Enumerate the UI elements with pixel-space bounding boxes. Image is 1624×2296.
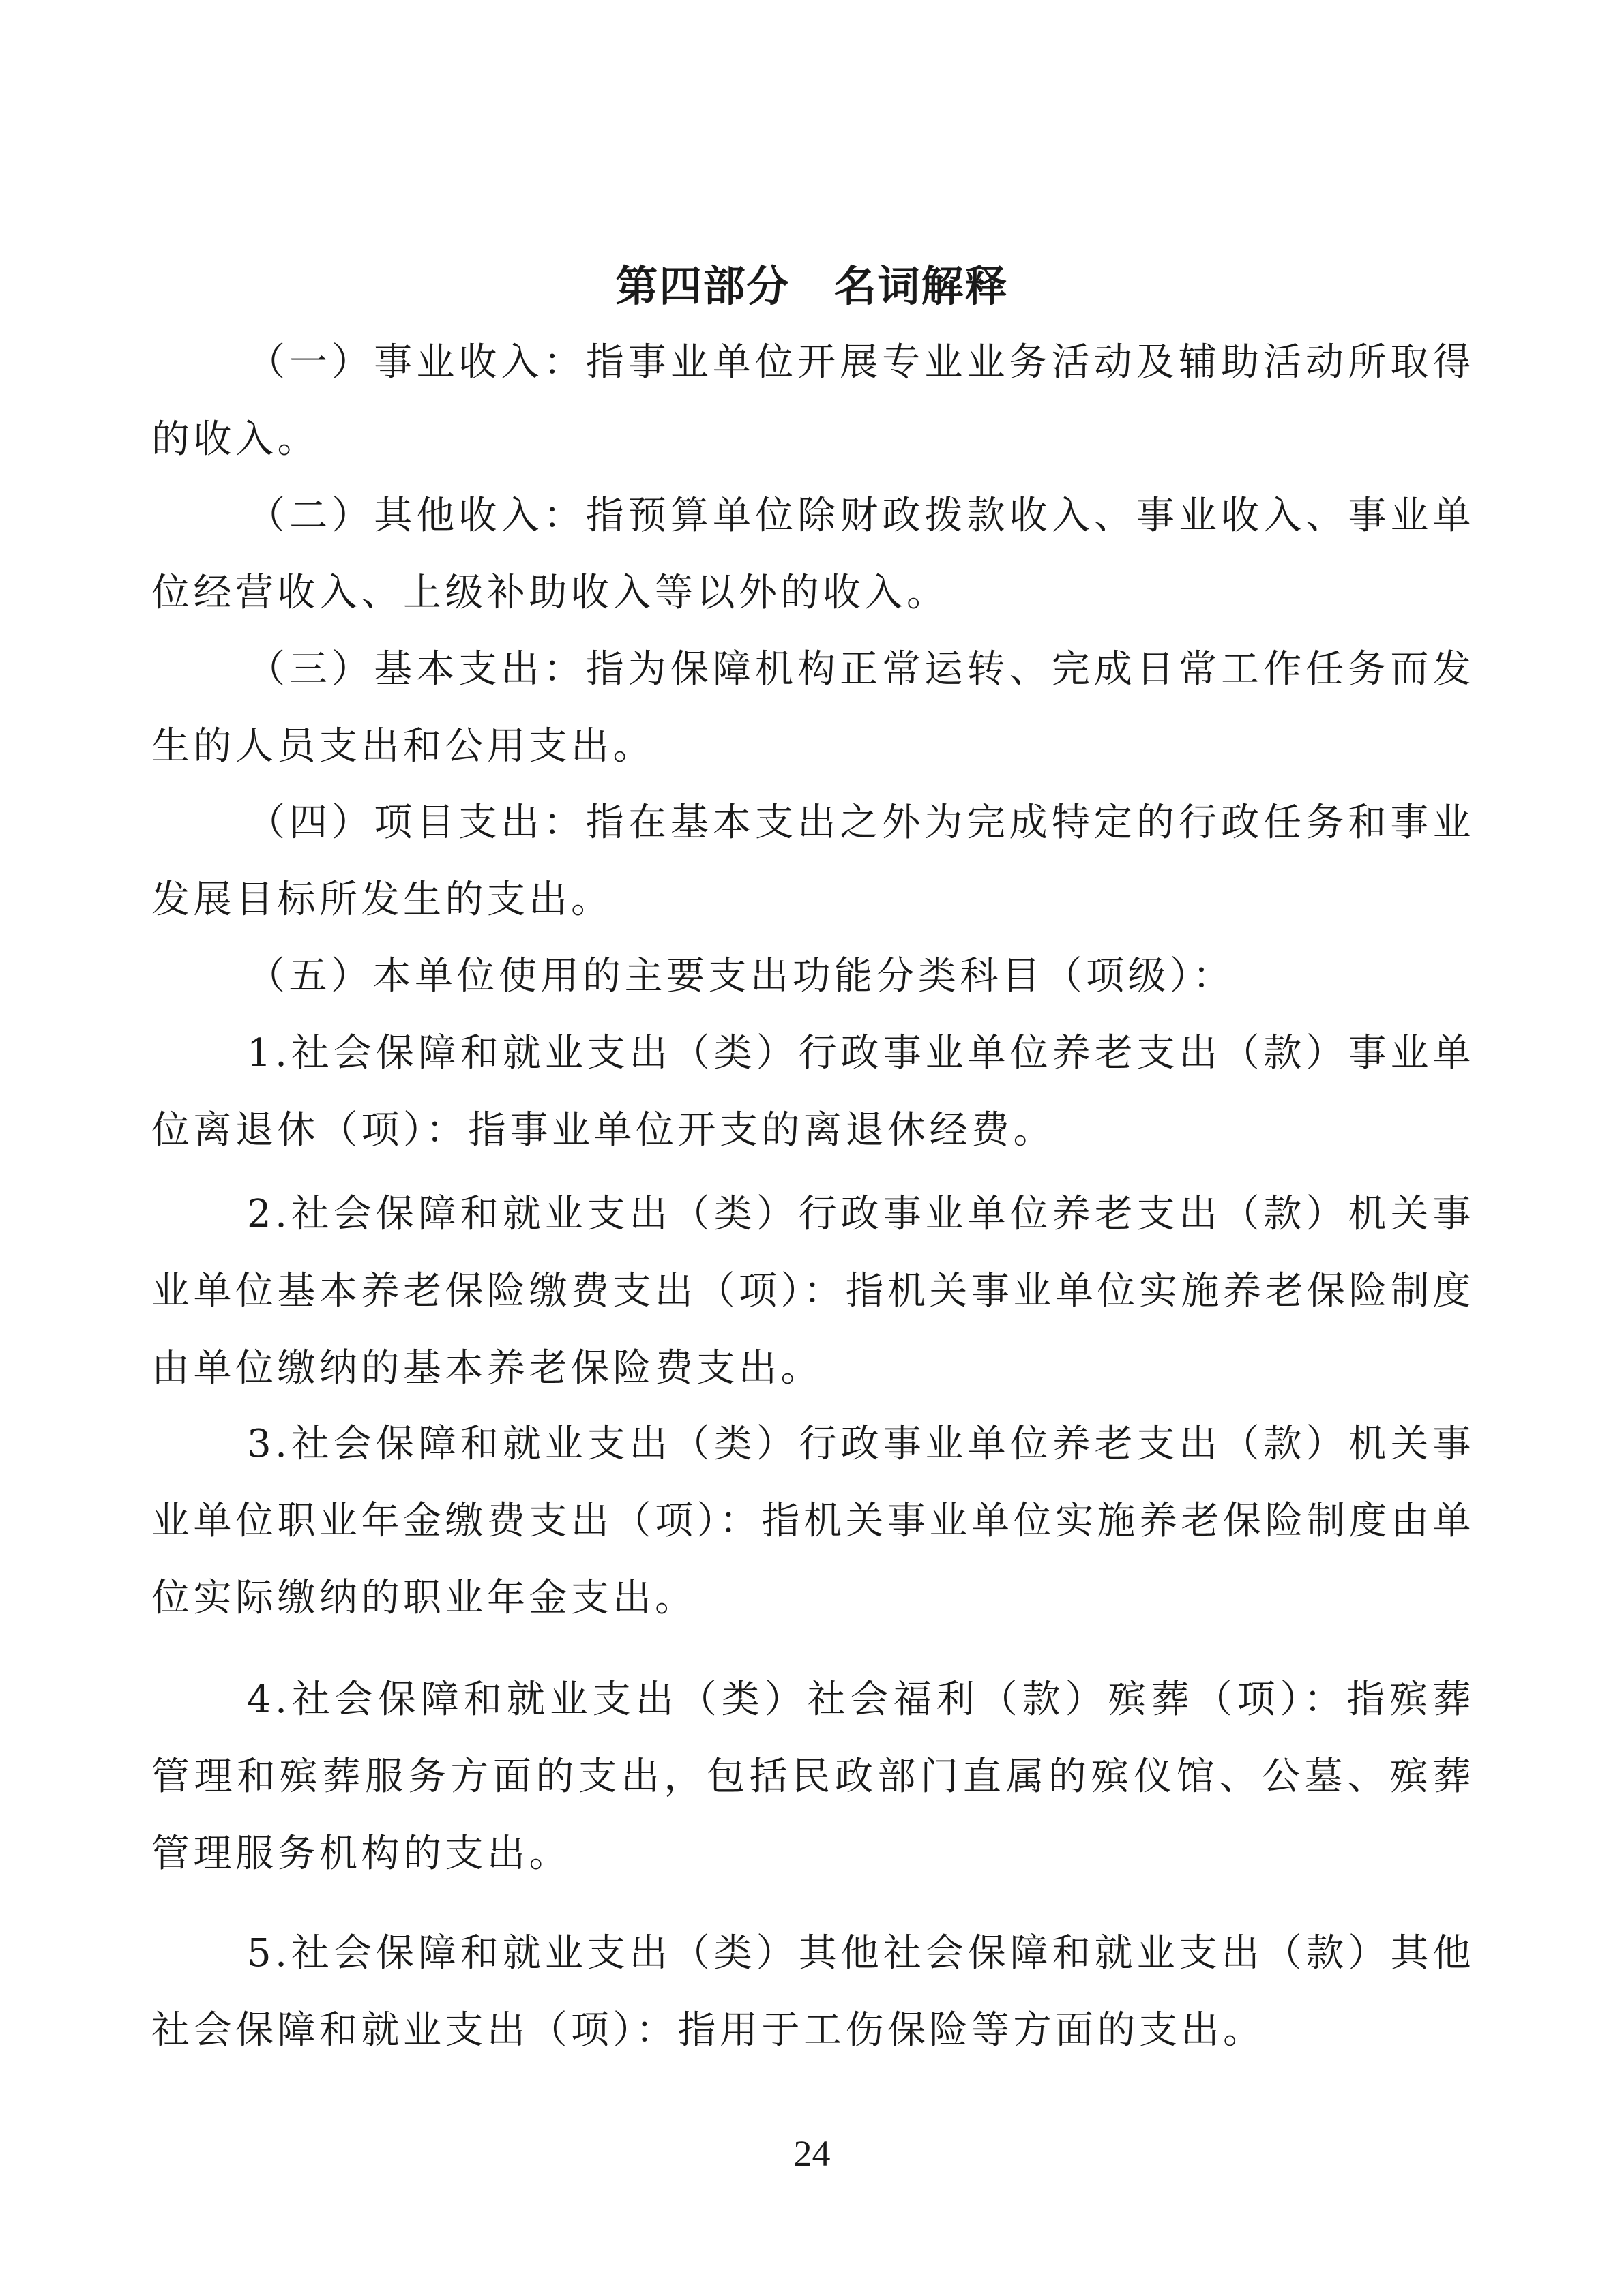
paragraph-item-5: 5.社会保障和就业支出（类）其他社会保障和就业支出（款）其他社会保障和就业支出（项）：指用于工伤保险等方面的支出。 — [151, 1931, 1475, 2053]
paragraph-item-1: 1.社会保障和就业支出（类）行政事业单位养老支出（款）事业单位离退休（项）：指事业单位开支的离退休经费。 — [151, 1031, 1475, 1152]
paragraph-business-income: （一）事业收入：指事业单位开展专业业务活动及辅助活动所取得的收入。 — [151, 340, 1475, 462]
paragraph-item-2: 2.社会保障和就业支出（类）行政事业单位养老支出（款）机关事业单位基本养老保险缴费支出（项）：指机关事业单位实施养老保险制度由单位缴纳的基本养老保险费支出。 — [151, 1192, 1475, 1390]
paragraph-item-3: 3.社会保障和就业支出（类）行政事业单位养老支出（款）机关事业单位职业年金缴费支出（项）：指机关事业单位实施养老保险制度由单位实际缴纳的职业年金支出。 — [151, 1422, 1475, 1620]
page-number: 24 — [793, 2133, 831, 2174]
section-title: 第四部分 名词解释 — [615, 261, 1009, 311]
paragraph-function-classification: （五）本单位使用的主要支出功能分类科目（项级）： — [247, 954, 1235, 998]
paragraph-other-income: （二）其他收入：指预算单位除财政拨款收入、事业收入、事业单位经营收入、上级补助收入等以外的收入。 — [151, 494, 1475, 615]
paragraph-project-expenditure: （四）项目支出：指在基本支出之外为完成特定的行政任务和事业发展目标所发生的支出。 — [151, 801, 1475, 922]
paragraph-basic-expenditure: （三）基本支出：指为保障机构正常运转、完成日常工作任务而发生的人员支出和公用支出。 — [151, 647, 1475, 769]
paragraph-item-4: 4.社会保障和就业支出（类）社会福利（款）殡葬（项）：指殡葬管理和殡葬服务方面的支出，包括民政部门直属的殡仪馆、公墓、殡葬管理服务机构的支出。 — [151, 1678, 1475, 1876]
